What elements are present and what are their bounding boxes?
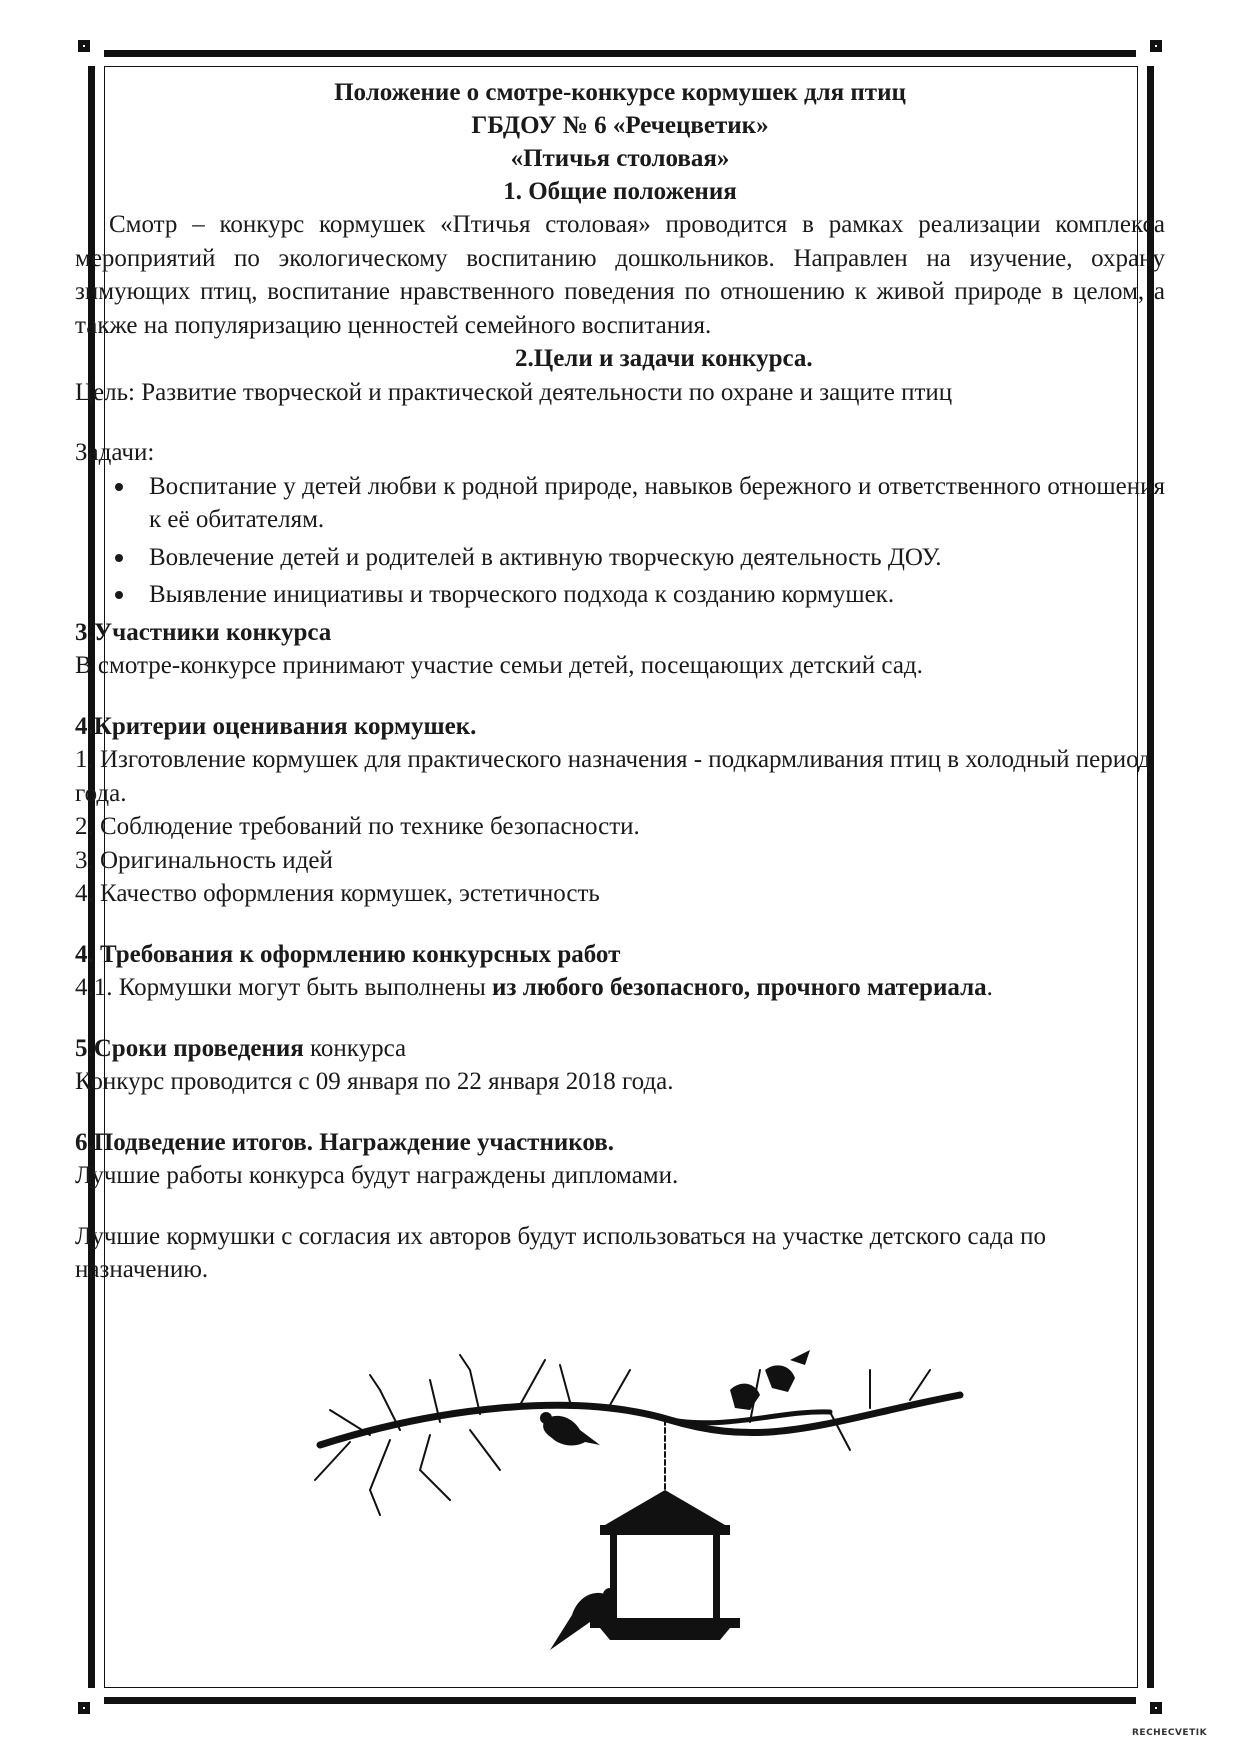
bullet-icon — [115, 591, 123, 599]
section6-text-1: Лучшие работы конкурса будут награждены дипломами. — [75, 1162, 679, 1189]
section2-tasks-label: Задачи: — [75, 439, 155, 466]
doc-title-line-3: «Птичья столовая» — [510, 145, 730, 172]
section4-heading: 4.Критерии оценивания кормушек. — [75, 712, 477, 740]
criteria-item-4: 4. Качество оформления кормушек, эстетичность — [75, 880, 600, 907]
section6-heading: 6.Подведение итогов. Награждение участников. — [75, 1128, 614, 1156]
frame-corner — [78, 40, 104, 66]
section5-text: Конкурс проводится с 09 января по 22 января 2018 года. — [75, 1068, 674, 1095]
bullet-icon — [115, 554, 123, 562]
section3-heading: 3.Участники конкурса — [75, 618, 332, 646]
frame-corner — [1136, 1688, 1162, 1714]
frame-corner — [78, 1688, 104, 1714]
section1-heading: 1. Общие положения — [503, 178, 737, 205]
section2-heading: 2.Цели и задачи конкурса. — [515, 345, 813, 372]
section6-text-2: Лучшие кормушки с согласия их авторов будут использоваться на участке детского сада по назначению. — [75, 1222, 1046, 1283]
section1-text: Смотр – конкурс кормушек «Птичья столовая» проводится в рамках реализации комплекса мероприятий по экологическому воспитанию дошкольников. Направлен на изучение, охрану зимующих птиц, воспитание нравственного поведения по отношению к живой природе в целом, а также на популяризацию ценностей семейного воспитания. — [75, 211, 1165, 339]
watermark: RECHECVETIK — [1132, 1728, 1208, 1738]
bullet-icon — [115, 483, 123, 491]
doc-title-line-1: Положение о смотре-конкурсе кормушек для птиц — [334, 79, 906, 106]
section3-text: В смотре-конкурсе принимают участие семьи детей, посещающих детский сад. — [75, 652, 923, 679]
section4b-text: 4.1. Кормушки могут быть выполнены из любого безопасного, прочного материала. — [75, 974, 993, 1001]
section4b-heading: 4. Требования к оформлению конкурсных работ — [75, 940, 621, 968]
section2-goal: Цель: Развитие творческой и практической деятельности по охране и защите птиц — [75, 378, 953, 406]
branch-birds-feeder-illustration-icon — [310, 1350, 970, 1670]
criteria-item-1: 1. Изготовление кормушек для практического назначения - подкармливания птиц в холодный период года. — [75, 746, 1151, 807]
tasks-list — [75, 470, 1165, 612]
list-item: Воспитание у детей любви к родной природе, навыков бережного и ответственного отношения к её обитателям. — [75, 470, 1165, 537]
criteria-item-3: 3. Оригинальность идей — [75, 846, 333, 874]
list-item: Выявление инициативы и творческого подхода к созданию кормушек. — [75, 578, 1165, 612]
list-item: Вовлечение детей и родителей в активную творческую деятельность ДОУ. — [75, 541, 1165, 575]
criteria-item-2: 2. Соблюдение требований по технике безопасности. — [75, 813, 640, 840]
frame-corner — [1136, 40, 1162, 66]
document-body — [75, 76, 1165, 1287]
doc-title-line-2: ГБДОУ № 6 «Речецветик» — [471, 112, 769, 139]
section5-heading: 5.Сроки проведения конкурса — [75, 1034, 407, 1062]
